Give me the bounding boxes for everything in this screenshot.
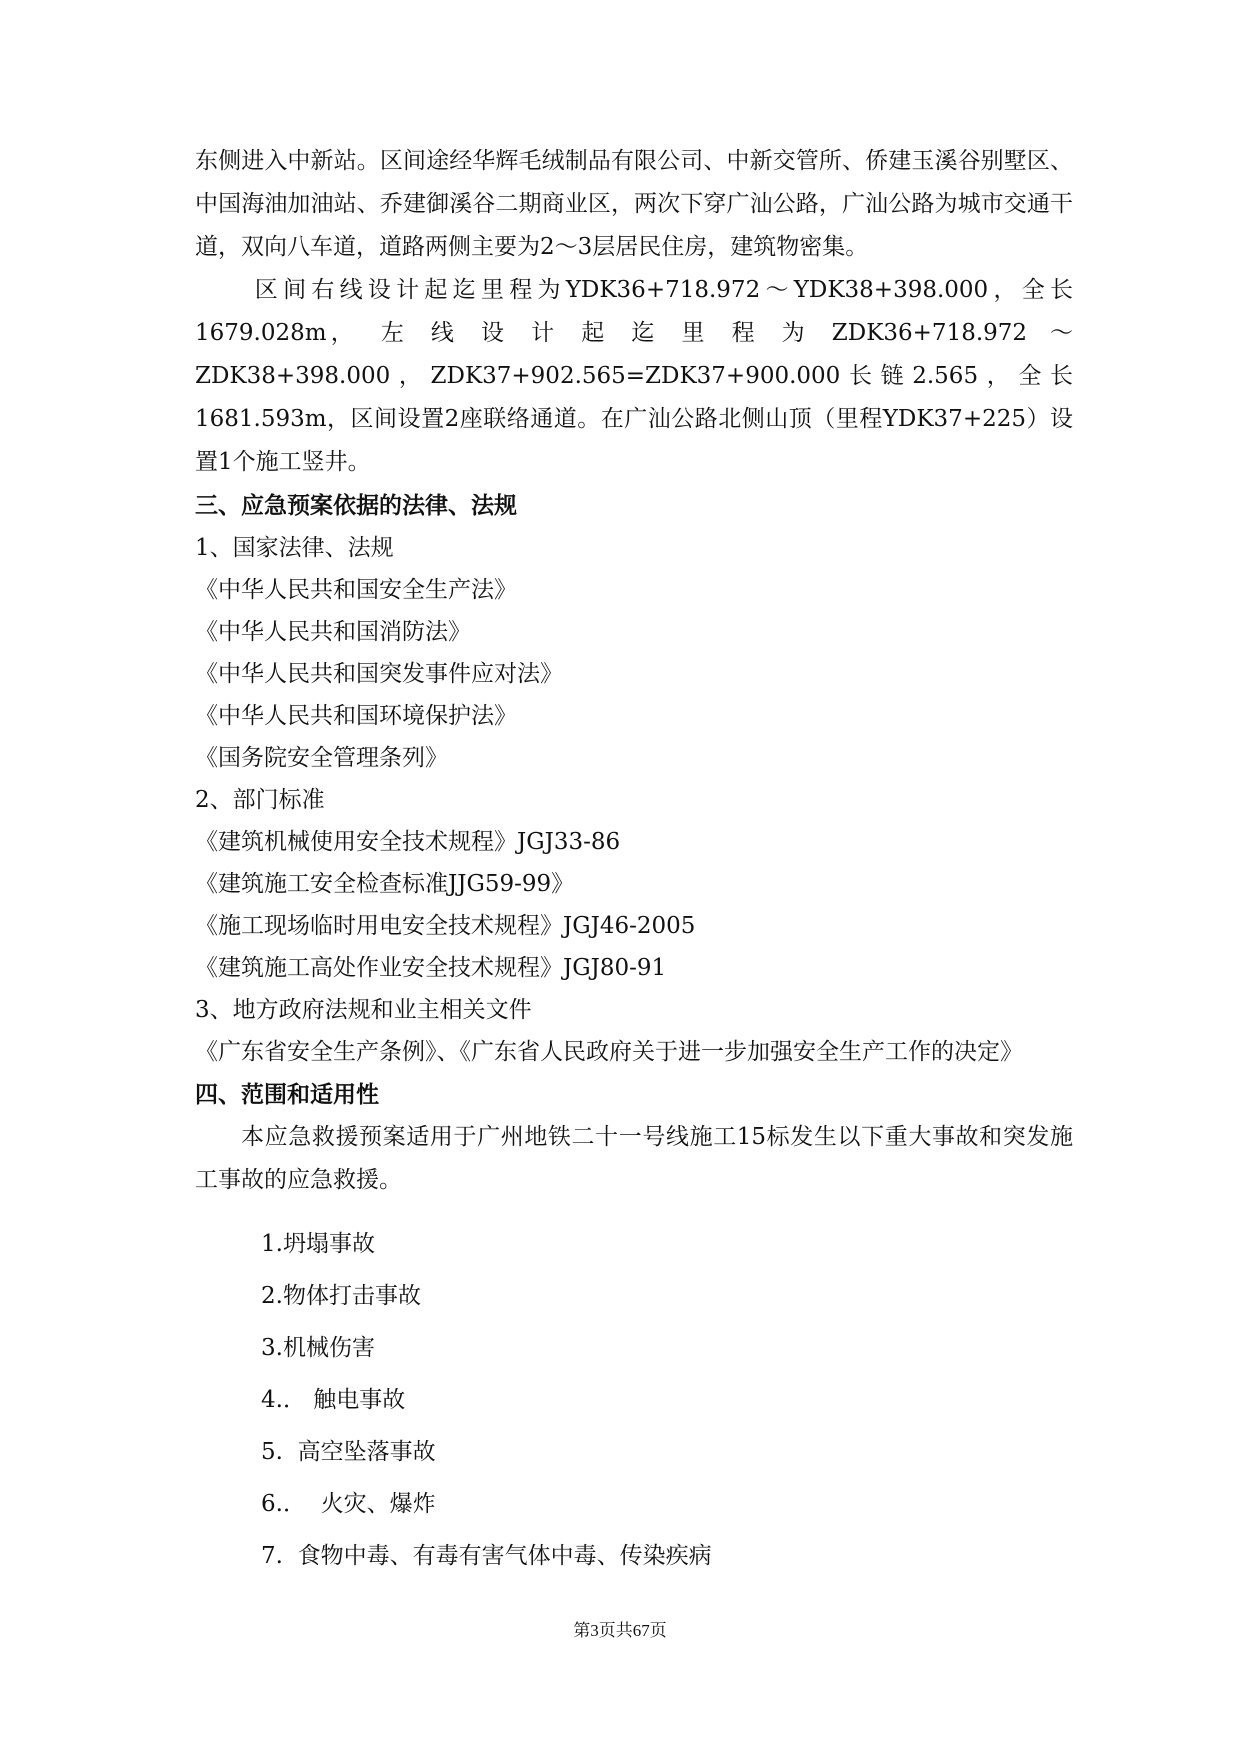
list-item: 1.坍塌事故 bbox=[261, 1231, 375, 1257]
list-item: 5. 高空坠落事故 bbox=[261, 1439, 436, 1465]
standard-item: 《建筑机械使用安全技术规程》JGJ33-86 bbox=[195, 829, 621, 855]
body-paragraph-2-rest: ZDK38+398.000，ZDK37+902.565=ZDK37+900.000长链2.565，全长1681.593m，区间设置2座联络通道。在广汕公路北侧山顶（里程YDK37+225）设置1个施工竖井。 bbox=[195, 363, 1073, 475]
page-content bbox=[195, 140, 1073, 1582]
section-3-heading: 三、应急预案依据的法律、法规 bbox=[195, 492, 517, 519]
list-item: 4.． 触电事故 bbox=[261, 1387, 406, 1413]
section-3-sub-2: 2、部门标准 bbox=[195, 787, 325, 813]
list-item: 3.机械伤害 bbox=[261, 1335, 375, 1361]
section-3-sub-3: 3、地方政府法规和业主相关文件 bbox=[195, 997, 532, 1023]
list-item: 7. 食物中毒、有毒有害气体中毒、传染疾病 bbox=[261, 1543, 712, 1569]
law-item: 《中华人民共和国消防法》 bbox=[195, 619, 471, 645]
standard-item: 《施工现场临时用电安全技术规程》JGJ46-2005 bbox=[195, 913, 696, 939]
section-4-intro: 本应急救援预案适用于广州地铁二十一号线施工15标发生以下重大事故和突发施工事故的应急救援。 bbox=[195, 1124, 1073, 1193]
law-item: 《中华人民共和国突发事件应对法》 bbox=[195, 661, 563, 687]
local-regulations: 《广东省安全生产条例》、《广东省人民政府关于进一步加强安全生产工作的决定》 bbox=[195, 1039, 1023, 1065]
list-item: 6.． 火灾、爆炸 bbox=[261, 1491, 436, 1517]
accident-list bbox=[195, 1218, 1073, 1582]
standard-item: 《建筑施工安全检查标准JJG59-99》 bbox=[195, 871, 575, 897]
section-4-heading: 四、范围和适用性 bbox=[195, 1081, 379, 1108]
law-item: 《国务院安全管理条列》 bbox=[195, 745, 448, 771]
section-3-sub-1: 1、国家法律、法规 bbox=[195, 535, 394, 561]
body-paragraph-2-line-2: 1679.028m， 左 线 设 计 起 迄 里 程 为 ZDK36+718.972 ～ bbox=[195, 320, 1073, 346]
law-item: 《中华人民共和国安全生产法》 bbox=[195, 577, 517, 603]
standard-item: 《建筑施工高处作业安全技术规程》JGJ80-91 bbox=[195, 955, 667, 981]
list-item: 2.物体打击事故 bbox=[261, 1283, 421, 1309]
body-paragraph-2-line-1: 区间右线设计起迄里程为YDK36+718.972～YDK38+398.000，全长 bbox=[254, 277, 1073, 303]
law-item: 《中华人民共和国环境保护法》 bbox=[195, 703, 517, 729]
body-paragraph-1: 东侧进入中新站。区间途经华辉毛绒制品有限公司、中新交管所、侨建玉溪谷别墅区、中国海油加油站、乔建御溪谷二期商业区，两次下穿广汕公路，广汕公路为城市交通干道，双向八车道，道路两侧主要为2～3层居民住房，建筑物密集。 bbox=[195, 148, 1073, 260]
page-number-footer: 第3页共67页 bbox=[573, 1621, 667, 1640]
